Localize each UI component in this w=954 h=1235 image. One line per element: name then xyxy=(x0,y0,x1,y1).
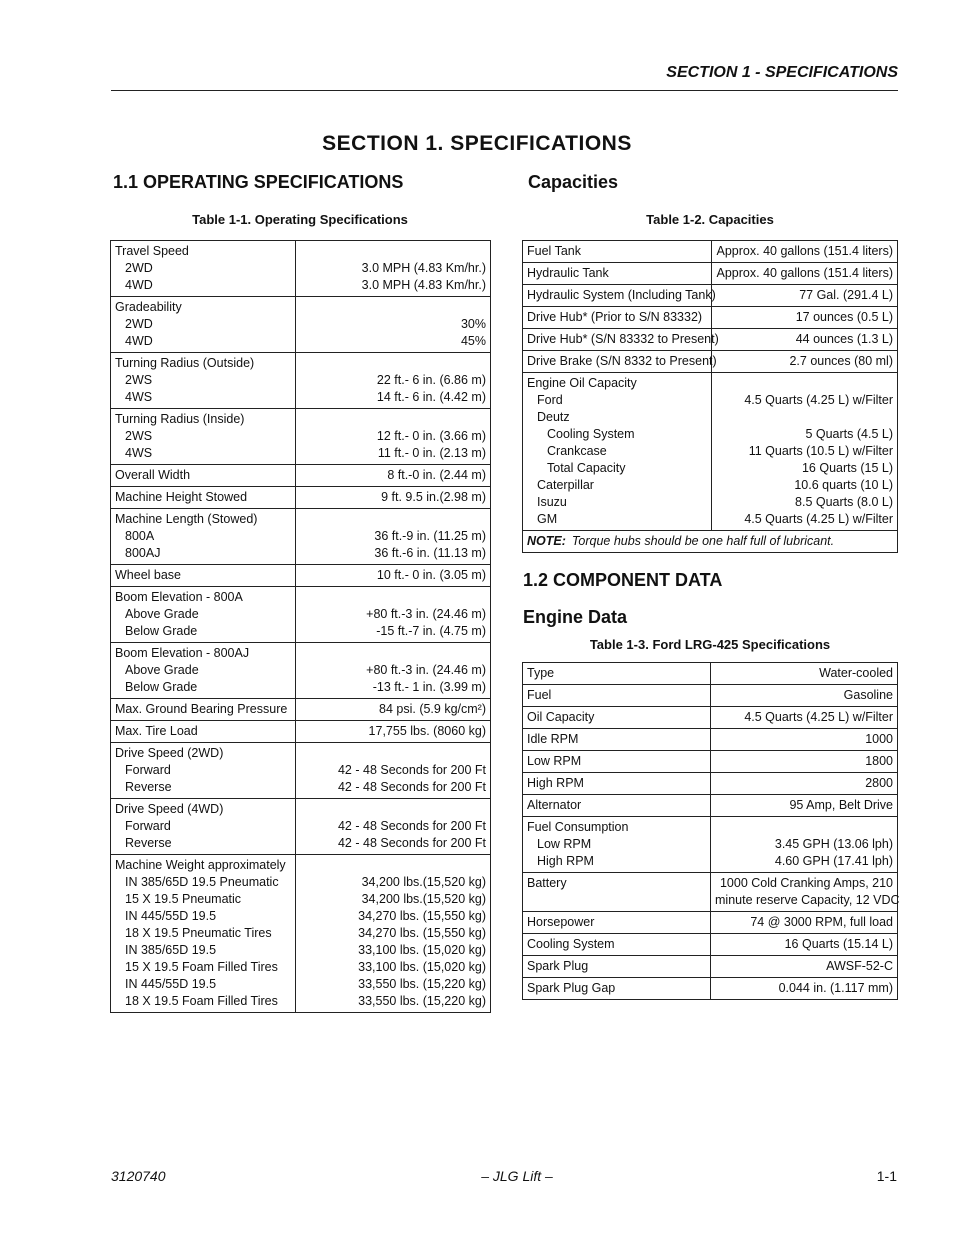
row-value: 34,270 lbs. (15,550 kg) xyxy=(358,909,486,923)
table-row xyxy=(111,855,491,1013)
row-label: Caterpillar xyxy=(537,478,594,492)
row-value: 22 ft.- 6 in. (6.86 m) xyxy=(376,373,486,387)
row-label-cell xyxy=(523,817,711,873)
row-label: Turning Radius (Inside) xyxy=(115,412,245,426)
row-label: IN 385/65D 19.5 xyxy=(125,943,217,957)
row-value-cell xyxy=(296,409,491,465)
row-label: IN 445/55D 19.5 xyxy=(125,909,217,923)
row-value-cell xyxy=(711,707,898,729)
row-label: Reverse xyxy=(125,780,172,794)
row-label: Fuel xyxy=(527,688,552,702)
row-value-cell xyxy=(711,912,898,934)
row-value-cell xyxy=(711,751,898,773)
row-label: 15 X 19.5 Pneumatic xyxy=(125,892,242,906)
row-label: Max. Ground Bearing Pressure xyxy=(115,702,288,716)
row-label-cell xyxy=(111,409,296,465)
row-label: Isuzu xyxy=(537,495,567,509)
row-value: 4.5 Quarts (4.25 L) w/Filter xyxy=(744,710,893,724)
row-label: 4WS xyxy=(125,390,153,404)
row-value: 12 ft.- 0 in. (3.66 m) xyxy=(376,429,486,443)
row-label-cell xyxy=(523,934,711,956)
row-label: Forward xyxy=(125,819,171,833)
engine-specs-table xyxy=(522,662,898,1000)
row-value: 3.45 GPH (13.06 lph) xyxy=(774,837,893,851)
row-value-cell xyxy=(296,297,491,353)
footer-page-number: 1-1 xyxy=(876,1168,897,1184)
row-value: 10.6 quarts (10 L) xyxy=(794,478,893,492)
row-label: Total Capacity xyxy=(547,461,626,475)
row-label: Wheel base xyxy=(115,568,182,582)
row-label-cell xyxy=(523,329,719,351)
row-value: 42 - 48 Seconds for 200 Ft xyxy=(337,780,486,794)
table-row xyxy=(523,912,898,934)
table-row xyxy=(523,773,898,795)
row-value-cell xyxy=(296,643,491,699)
row-label-cell xyxy=(111,353,296,409)
row-value: 30% xyxy=(460,317,486,331)
row-label: Ford xyxy=(537,393,563,407)
row-value-cell xyxy=(712,263,898,285)
row-value: -15 ft.-7 in. (4.75 m) xyxy=(376,624,486,638)
row-label: Machine Weight approximately xyxy=(115,858,286,872)
row-label: 15 X 19.5 Foam Filled Tires xyxy=(125,960,278,974)
table-row xyxy=(111,721,491,743)
row-value: 36 ft.-6 in. (11.13 m) xyxy=(374,546,486,560)
row-label-cell xyxy=(523,707,711,729)
row-value: 34,200 lbs.(15,520 kg) xyxy=(361,892,486,906)
row-value-cell xyxy=(711,729,898,751)
row-value: 36 ft.-9 in. (11.25 m) xyxy=(374,529,486,543)
row-value: Water-cooled xyxy=(819,666,893,680)
row-label-cell xyxy=(523,956,711,978)
row-label: Crankcase xyxy=(547,444,607,458)
row-value: Gasoline xyxy=(843,688,893,702)
row-label: 800AJ xyxy=(125,546,161,560)
row-label: Low RPM xyxy=(527,754,582,768)
row-label-cell xyxy=(523,263,712,285)
row-label-cell xyxy=(111,565,296,587)
row-label-cell xyxy=(111,465,296,487)
row-value: 33,550 lbs. (15,220 kg) xyxy=(358,994,486,1008)
row-value-cell xyxy=(712,329,898,351)
row-label: Machine Height Stowed xyxy=(115,490,248,504)
row-value-cell xyxy=(712,351,898,373)
row-value-cell xyxy=(711,685,898,707)
component-data-heading: 1.2 COMPONENT DATA xyxy=(523,570,723,590)
row-label: High RPM xyxy=(527,776,584,790)
table-row xyxy=(111,353,491,409)
row-label-cell xyxy=(111,241,296,297)
row-value: 0.044 in. (1.117 mm) xyxy=(778,981,893,995)
row-value: 8.5 Quarts (8.0 L) xyxy=(795,495,893,509)
row-value-cell xyxy=(296,465,491,487)
row-value-cell xyxy=(711,773,898,795)
row-label: 2WS xyxy=(125,373,153,387)
row-label: Above Grade xyxy=(125,607,199,621)
row-label: Low RPM xyxy=(537,837,592,851)
row-label: 800A xyxy=(125,529,155,543)
footer-doc-number: 3120740 xyxy=(111,1168,166,1184)
note-cell xyxy=(523,531,898,553)
row-label-cell xyxy=(111,855,296,1013)
row-value: 11 ft.- 0 in. (2.13 m) xyxy=(377,446,486,460)
row-label-cell xyxy=(523,285,716,307)
row-value: 77 Gal. (291.4 L) xyxy=(799,288,893,302)
row-value: minute reserve Capacity, 12 VDC xyxy=(715,893,900,907)
row-value-cell xyxy=(712,307,898,329)
row-label: Above Grade xyxy=(125,663,199,677)
row-label: Gradeability xyxy=(115,300,182,314)
row-value: 4.5 Quarts (4.25 L) w/Filter xyxy=(744,512,893,526)
row-value: +80 ft.-3 in. (24.46 m) xyxy=(366,663,486,677)
footer-publisher: – JLG Lift – xyxy=(481,1168,553,1184)
row-value: 10 ft.- 0 in. (3.05 m) xyxy=(376,568,486,582)
row-label: Drive Brake (S/N 8332 to Present) xyxy=(527,354,717,368)
row-value-cell xyxy=(296,565,491,587)
row-value: 11 Quarts (10.5 L) w/Filter xyxy=(748,444,893,458)
engine-table-caption: Table 1-3. Ford LRG-425 Specifications xyxy=(589,637,831,652)
row-label: Drive Speed (4WD) xyxy=(115,802,224,816)
row-label: Boom Elevation - 800A xyxy=(115,590,243,604)
row-label-cell xyxy=(523,307,712,329)
row-label: Below Grade xyxy=(125,680,198,694)
row-value-cell xyxy=(712,241,898,263)
row-label: Fuel Tank xyxy=(527,244,581,258)
row-label: Cooling System xyxy=(547,427,635,441)
row-value-cell xyxy=(711,934,898,956)
row-label: Reverse xyxy=(125,836,172,850)
table-row xyxy=(523,873,898,912)
row-label-cell xyxy=(111,587,296,643)
row-value: 4.60 GPH (17.41 lph) xyxy=(774,854,893,868)
row-value: 42 - 48 Seconds for 200 Ft xyxy=(337,763,486,777)
row-label-cell xyxy=(523,241,712,263)
table-row xyxy=(111,643,491,699)
row-value: 33,100 lbs. (15,020 kg) xyxy=(358,960,486,974)
row-value xyxy=(716,409,893,426)
table-row xyxy=(523,795,898,817)
row-value: 34,200 lbs.(15,520 kg) xyxy=(361,875,486,889)
row-value-cell xyxy=(296,353,491,409)
row-value: 3.0 MPH (4.83 Km/hr.) xyxy=(361,278,486,292)
row-value-cell xyxy=(296,743,491,799)
row-value: 42 - 48 Seconds for 200 Ft xyxy=(337,819,486,833)
table-row xyxy=(111,743,491,799)
row-value: 45% xyxy=(460,334,486,348)
row-value: 1000 xyxy=(865,732,893,746)
row-value-cell xyxy=(711,978,898,1000)
table-row xyxy=(523,817,898,873)
row-value-cell xyxy=(296,855,491,1013)
engine-data-heading: Engine Data xyxy=(523,607,628,627)
table-row xyxy=(111,465,491,487)
row-label: 4WS xyxy=(125,446,153,460)
row-value: 4.5 Quarts (4.25 L) w/Filter xyxy=(744,393,893,407)
row-label: Spark Plug xyxy=(527,959,589,973)
row-label: Hydraulic Tank xyxy=(527,266,609,280)
row-label: IN 385/65D 19.5 Pneumatic xyxy=(125,875,279,889)
row-label-cell xyxy=(523,663,711,685)
table-row xyxy=(523,934,898,956)
row-value-cell xyxy=(296,721,491,743)
row-label: 2WD xyxy=(125,317,153,331)
row-value: 84 psi. (5.9 kg/cm²) xyxy=(379,702,486,716)
capacities-heading: Capacities xyxy=(528,172,619,192)
row-label-cell xyxy=(111,699,296,721)
row-label: Fuel Consumption xyxy=(527,820,629,834)
row-value: 16 Quarts (15.14 L) xyxy=(784,937,893,951)
row-value: 33,100 lbs. (15,020 kg) xyxy=(358,943,486,957)
table-row xyxy=(523,978,898,1000)
table-row xyxy=(523,729,898,751)
row-label-cell xyxy=(111,487,296,509)
row-value-cell xyxy=(711,817,898,873)
row-label: Cooling System xyxy=(527,937,615,951)
row-label-cell xyxy=(523,873,711,912)
row-label: Below Grade xyxy=(125,624,198,638)
row-value: 34,270 lbs. (15,550 kg) xyxy=(358,926,486,940)
operating-table-caption: Table 1-1. Operating Specifications xyxy=(192,212,408,227)
table-row xyxy=(523,285,898,307)
row-label: Alternator xyxy=(527,798,582,812)
row-value: 33,550 lbs. (15,220 kg) xyxy=(358,977,486,991)
row-value-cell xyxy=(711,873,898,912)
table-row xyxy=(523,263,898,285)
row-label: 4WD xyxy=(125,278,153,292)
row-label: Idle RPM xyxy=(527,732,579,746)
table-row xyxy=(523,241,898,263)
row-label: Max. Tire Load xyxy=(115,724,198,738)
row-label: IN 445/55D 19.5 xyxy=(125,977,217,991)
row-label: High RPM xyxy=(537,854,594,868)
note-text: Torque hubs should be one half full of lubricant. xyxy=(571,534,835,548)
row-label: 18 X 19.5 Pneumatic Tires xyxy=(125,926,272,940)
row-label: Engine Oil Capacity xyxy=(527,376,637,390)
row-label-cell xyxy=(111,643,296,699)
row-label-cell xyxy=(523,729,711,751)
row-label: Machine Length (Stowed) xyxy=(115,512,258,526)
table-row xyxy=(111,409,491,465)
row-value-cell xyxy=(712,373,898,531)
row-label-cell xyxy=(111,509,296,565)
row-label: 4WD xyxy=(125,334,153,348)
table-row xyxy=(111,509,491,565)
row-value-cell xyxy=(711,663,898,685)
row-label: Boom Elevation - 800AJ xyxy=(115,646,250,660)
row-label-cell xyxy=(523,351,717,373)
row-label-cell xyxy=(523,751,711,773)
running-header xyxy=(111,64,898,91)
row-value: -13 ft.- 1 in. (3.99 m) xyxy=(372,680,486,694)
row-label: Forward xyxy=(125,763,171,777)
row-value-cell xyxy=(712,285,898,307)
capacities-table xyxy=(522,240,898,553)
row-label-cell xyxy=(523,773,711,795)
row-value: 2800 xyxy=(865,776,893,790)
table-row xyxy=(523,373,898,531)
table-row xyxy=(523,329,898,351)
row-label: Hydraulic System (Including Tank) xyxy=(527,288,716,302)
row-value: 17,755 lbs. (8060 kg) xyxy=(368,724,486,738)
row-label: Drive Hub* (Prior to S/N 83332) xyxy=(527,310,703,324)
row-value: 74 @ 3000 RPM, full load xyxy=(750,915,893,929)
table-row xyxy=(111,587,491,643)
row-value: Approx. 40 gallons (151.4 liters) xyxy=(716,244,893,258)
row-value-cell xyxy=(296,799,491,855)
note-row xyxy=(523,531,898,553)
operating-specs-heading: 1.1 OPERATING SPECIFICATIONS xyxy=(113,172,404,192)
row-value-cell xyxy=(711,795,898,817)
row-value: 1000 Cold Cranking Amps, 210 xyxy=(719,876,893,890)
row-label-cell xyxy=(523,373,712,531)
row-label-cell xyxy=(523,795,711,817)
row-label: Drive Speed (2WD) xyxy=(115,746,224,760)
row-label-cell xyxy=(523,978,711,1000)
row-label: Drive Hub* (S/N 83332 to Present) xyxy=(527,332,719,346)
capacities-table-caption: Table 1-2. Capacities xyxy=(646,212,774,227)
row-label-cell xyxy=(523,912,711,934)
table-row xyxy=(523,663,898,685)
table-row xyxy=(111,241,491,297)
table-row xyxy=(523,685,898,707)
table-row xyxy=(111,297,491,353)
table-row xyxy=(523,751,898,773)
row-label-cell xyxy=(111,297,296,353)
row-label: Battery xyxy=(527,876,567,890)
note-label: NOTE: xyxy=(527,534,566,548)
row-value-cell xyxy=(296,509,491,565)
table-row xyxy=(111,565,491,587)
table-row xyxy=(111,699,491,721)
row-value-cell xyxy=(296,699,491,721)
row-value: 44 ounces (1.3 L) xyxy=(795,332,893,346)
operating-specs-table xyxy=(110,240,491,1013)
row-label: Turning Radius (Outside) xyxy=(115,356,255,370)
page-title: SECTION 1. SPECIFICATIONS xyxy=(322,132,632,155)
row-value: 1800 xyxy=(865,754,893,768)
row-value: 8 ft.-0 in. (2.44 m) xyxy=(387,468,486,482)
row-label-cell xyxy=(111,743,296,799)
table-row xyxy=(523,307,898,329)
row-value: 95 Amp, Belt Drive xyxy=(789,798,893,812)
row-label-cell xyxy=(111,721,296,743)
table-row xyxy=(523,351,898,373)
table-row xyxy=(111,487,491,509)
table-row xyxy=(523,956,898,978)
row-label: Spark Plug Gap xyxy=(527,981,616,995)
row-value-cell xyxy=(296,241,491,297)
row-label: Deutz xyxy=(537,410,570,424)
row-label: 2WS xyxy=(125,429,153,443)
row-label: 2WD xyxy=(125,261,153,275)
row-value: 5 Quarts (4.5 L) xyxy=(805,427,893,441)
row-value: 42 - 48 Seconds for 200 Ft xyxy=(337,836,486,850)
row-value: 16 Quarts (15 L) xyxy=(801,461,893,475)
row-value: Approx. 40 gallons (151.4 liters) xyxy=(716,266,893,280)
row-value: 2.7 ounces (80 ml) xyxy=(789,354,893,368)
row-value: 3.0 MPH (4.83 Km/hr.) xyxy=(361,261,486,275)
row-label: Type xyxy=(527,666,555,680)
row-value-cell xyxy=(711,956,898,978)
table-row xyxy=(111,799,491,855)
running-header-text: SECTION 1 - SPECIFICATIONS xyxy=(666,64,898,81)
row-label: Travel Speed xyxy=(115,244,189,258)
row-value: AWSF-52-C xyxy=(826,959,893,973)
row-label: Overall Width xyxy=(115,468,191,482)
row-value: 14 ft.- 6 in. (4.42 m) xyxy=(376,390,486,404)
table-row xyxy=(523,707,898,729)
row-label-cell xyxy=(111,799,296,855)
row-value: 9 ft. 9.5 in.(2.98 m) xyxy=(381,490,486,504)
row-label: GM xyxy=(537,512,558,526)
row-value-cell xyxy=(296,487,491,509)
row-label: Oil Capacity xyxy=(527,710,595,724)
row-label: Horsepower xyxy=(527,915,595,929)
row-value: 17 ounces (0.5 L) xyxy=(795,310,893,324)
row-value: +80 ft.-3 in. (24.46 m) xyxy=(366,607,486,621)
row-label: 18 X 19.5 Foam Filled Tires xyxy=(125,994,278,1008)
row-value-cell xyxy=(296,587,491,643)
row-label-cell xyxy=(523,685,711,707)
